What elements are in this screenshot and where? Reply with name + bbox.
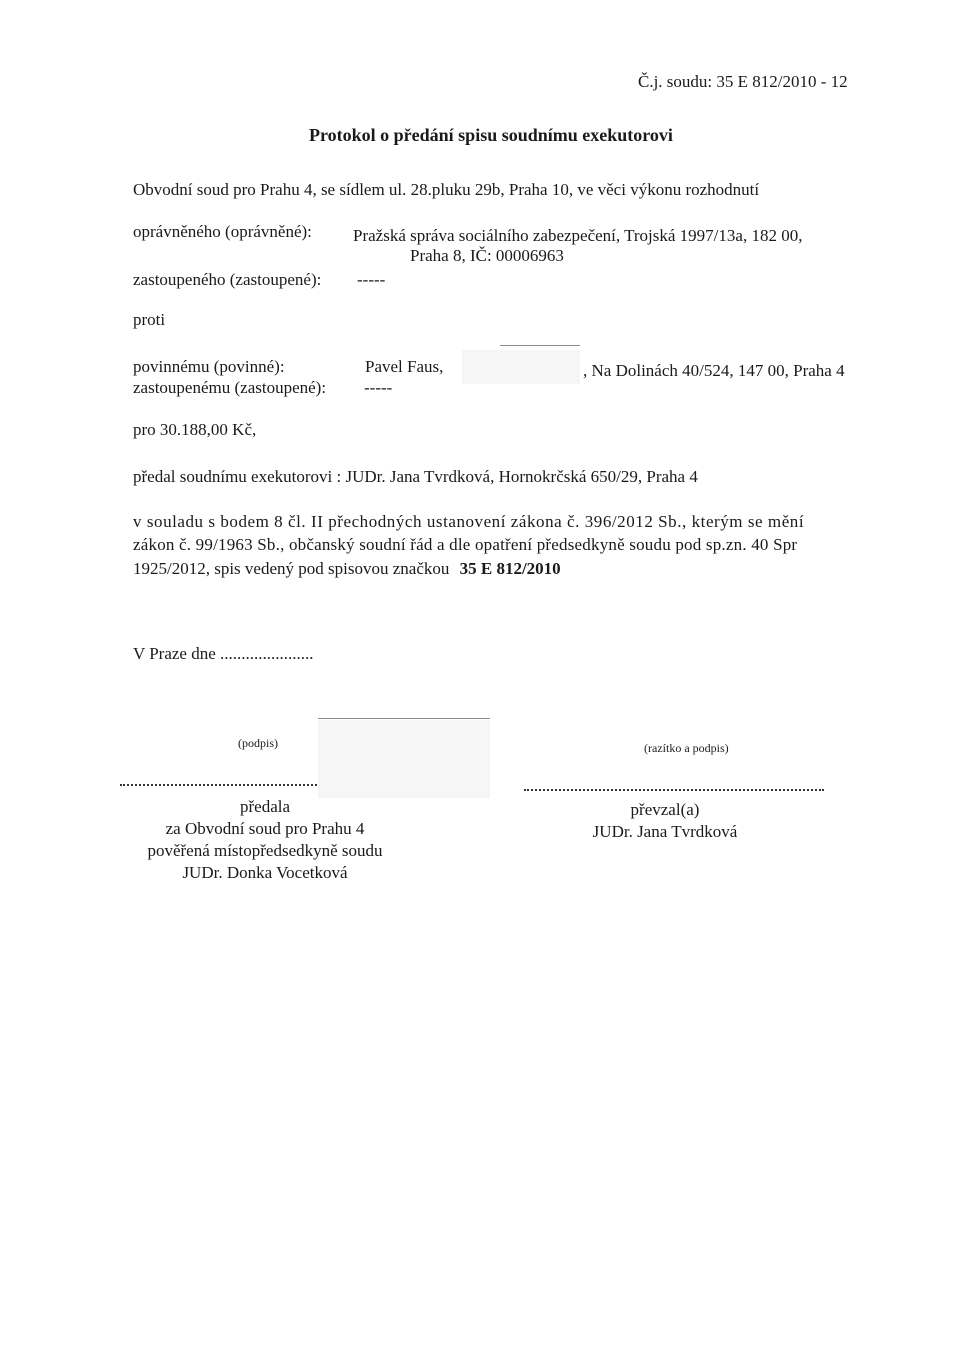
document-title: Protokol o předání spisu soudnímu exekutorovi bbox=[309, 125, 673, 145]
proti-label: proti bbox=[133, 310, 166, 329]
legal-line-1: v souladu s bodem 8 čl. II přechodných ustanovení zákona č. 396/2012 Sb., kterým se mění bbox=[133, 512, 805, 531]
redacted-birthdate bbox=[462, 350, 580, 384]
debtor-label: povinnému (povinné): bbox=[133, 357, 285, 376]
right-line-2: JUDr. Jana Tvrdková bbox=[592, 822, 738, 841]
place-date: V Praze dne ...................... bbox=[133, 644, 314, 663]
handed-to-text: předal soudnímu exekutorovi : JUDr. Jana Tvrdková, Hornokrčská 650/29, Praha 4 bbox=[133, 467, 698, 486]
signature-caption-left: (podpis) bbox=[238, 736, 278, 750]
redacted-signature bbox=[318, 720, 490, 798]
signature-line-right bbox=[524, 789, 824, 791]
file-mark: 35 E 812/2010 bbox=[459, 559, 561, 578]
left-line-2: za Obvodní soud pro Prahu 4 bbox=[165, 819, 365, 838]
case-number: Č.j. soudu: 35 E 812/2010 - 12 bbox=[638, 72, 848, 91]
creditor-rep-value: ----- bbox=[357, 270, 386, 289]
creditor-label: oprávněného (oprávněné): bbox=[133, 222, 312, 241]
redaction-top-edge bbox=[318, 718, 490, 719]
left-line-1: předala bbox=[239, 797, 291, 816]
right-line-1: převzal(a) bbox=[630, 800, 700, 819]
legal-line-3-text: 1925/2012, spis vedený pod spisovou značkou bbox=[133, 559, 450, 578]
signature-caption-right: (razítko a podpis) bbox=[644, 741, 729, 755]
signatory-right-block bbox=[560, 799, 770, 843]
creditor-value-line1: Pražská správa sociálního zabezpečení, Trojská 1997/13a, 182 00, bbox=[353, 226, 803, 245]
debtor-address: , Na Dolinách 40/524, 147 00, Praha 4 bbox=[583, 361, 845, 380]
debtor-name: Pavel Faus, bbox=[365, 357, 444, 376]
redaction-edge bbox=[500, 345, 580, 346]
signature-line-left bbox=[120, 784, 317, 786]
legal-line-2: zákon č. 99/1963 Sb., občanský soudní řád a dle opatření předsedkyně soudu pod sp.zn. 40 Spr bbox=[133, 535, 798, 554]
left-line-3: pověřená místopředsedkyně soudu bbox=[147, 841, 383, 860]
creditor-rep-label: zastoupeného (zastoupené): bbox=[133, 270, 322, 289]
legal-line-3 bbox=[133, 559, 561, 579]
amount-text: pro 30.188,00 Kč, bbox=[133, 420, 257, 439]
debtor-rep-label: zastoupenému (zastoupené): bbox=[133, 378, 327, 397]
left-line-4: JUDr. Donka Vocetková bbox=[182, 863, 348, 882]
debtor-rep-value: ----- bbox=[364, 378, 393, 397]
creditor-value-line2: Praha 8, IČ: 00006963 bbox=[410, 246, 564, 265]
intro-text: Obvodní soud pro Prahu 4, se sídlem ul. 28.pluku 29b, Praha 10, ve věci výkonu rozhodnutí bbox=[133, 180, 760, 199]
signatory-left-block bbox=[120, 796, 460, 884]
